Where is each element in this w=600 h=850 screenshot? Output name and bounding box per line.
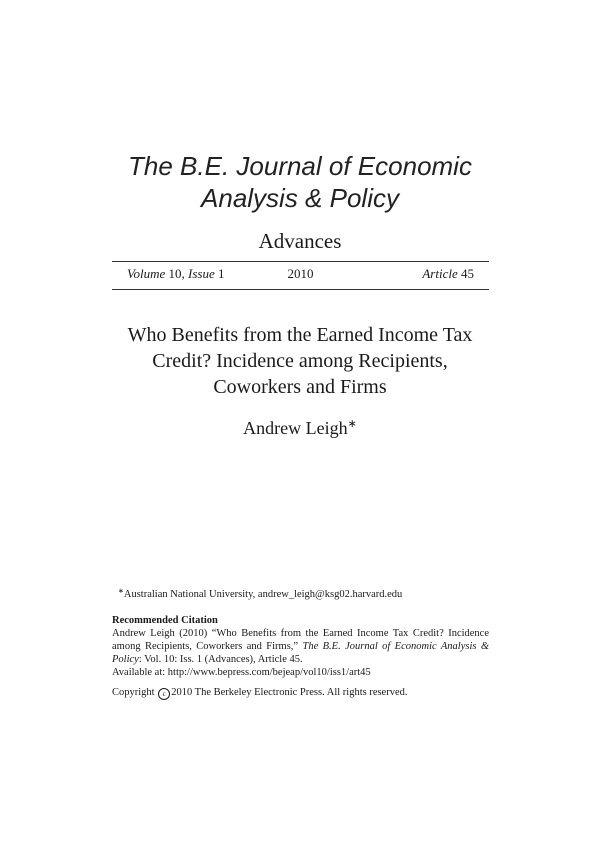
- author: [0, 416, 600, 440]
- footnote-text: Australian National University, andrew_leigh@ksg02.harvard.edu: [123, 589, 403, 600]
- article-label: Article: [422, 266, 458, 281]
- copyright-prefix: Copyright: [112, 687, 155, 698]
- article-number: [422, 264, 474, 284]
- journal-title-line-1: The B.E. Journal of Economic: [128, 151, 472, 181]
- affiliation-footnote: [118, 588, 402, 602]
- citation-heading: Recommended Citation: [112, 615, 218, 626]
- copyright-symbol: c: [158, 688, 170, 700]
- citation-text-part-2: : Vol. 10: Iss. 1 (Advances), Article 45.: [138, 654, 303, 665]
- issue-number: 1: [218, 266, 225, 281]
- copyright-notice: [112, 686, 408, 700]
- copyright-text: 2010 The Berkeley Electronic Press. All rights reserved.: [171, 687, 408, 698]
- section-name: Advances: [258, 229, 342, 253]
- publication-year: 2010: [287, 266, 314, 281]
- article-title-line-1: Who Benefits from the Earned Income Tax: [127, 324, 473, 346]
- volume-label: Volume: [127, 266, 166, 281]
- journal-title: [0, 150, 600, 214]
- volume-number: 10,: [168, 266, 185, 281]
- citation-body: [112, 627, 489, 666]
- top-rule: [112, 261, 489, 262]
- bottom-rule: [112, 289, 489, 290]
- issue-label: Issue: [188, 266, 215, 281]
- issue-info-row: [127, 264, 474, 284]
- citation-text-part-1: Andrew Leigh (2010) “Who Benefits from the Earned Income Tax Credit? Incidence among Recipients, Coworkers and Firms,”: [112, 628, 489, 652]
- article-title-line-2: Credit? Incidence among Recipients,: [152, 350, 448, 372]
- article-title-line-3: Coworkers and Firms: [213, 376, 387, 398]
- article-value: 45: [461, 266, 474, 281]
- article-title: [0, 322, 600, 400]
- author-name: Andrew Leigh: [243, 418, 348, 438]
- recommended-citation: [112, 614, 489, 679]
- citation-journal: The B.E. Journal of Economic Analysis & Policy: [112, 641, 489, 665]
- journal-title-line-2: Analysis & Policy: [201, 183, 399, 213]
- citation-available-at: Available at: http://www.bepress.com/bejeap/vol10/iss1/art45: [112, 667, 371, 678]
- footnote-mark: ∗: [118, 587, 124, 595]
- author-footnote-mark: ∗: [347, 418, 357, 430]
